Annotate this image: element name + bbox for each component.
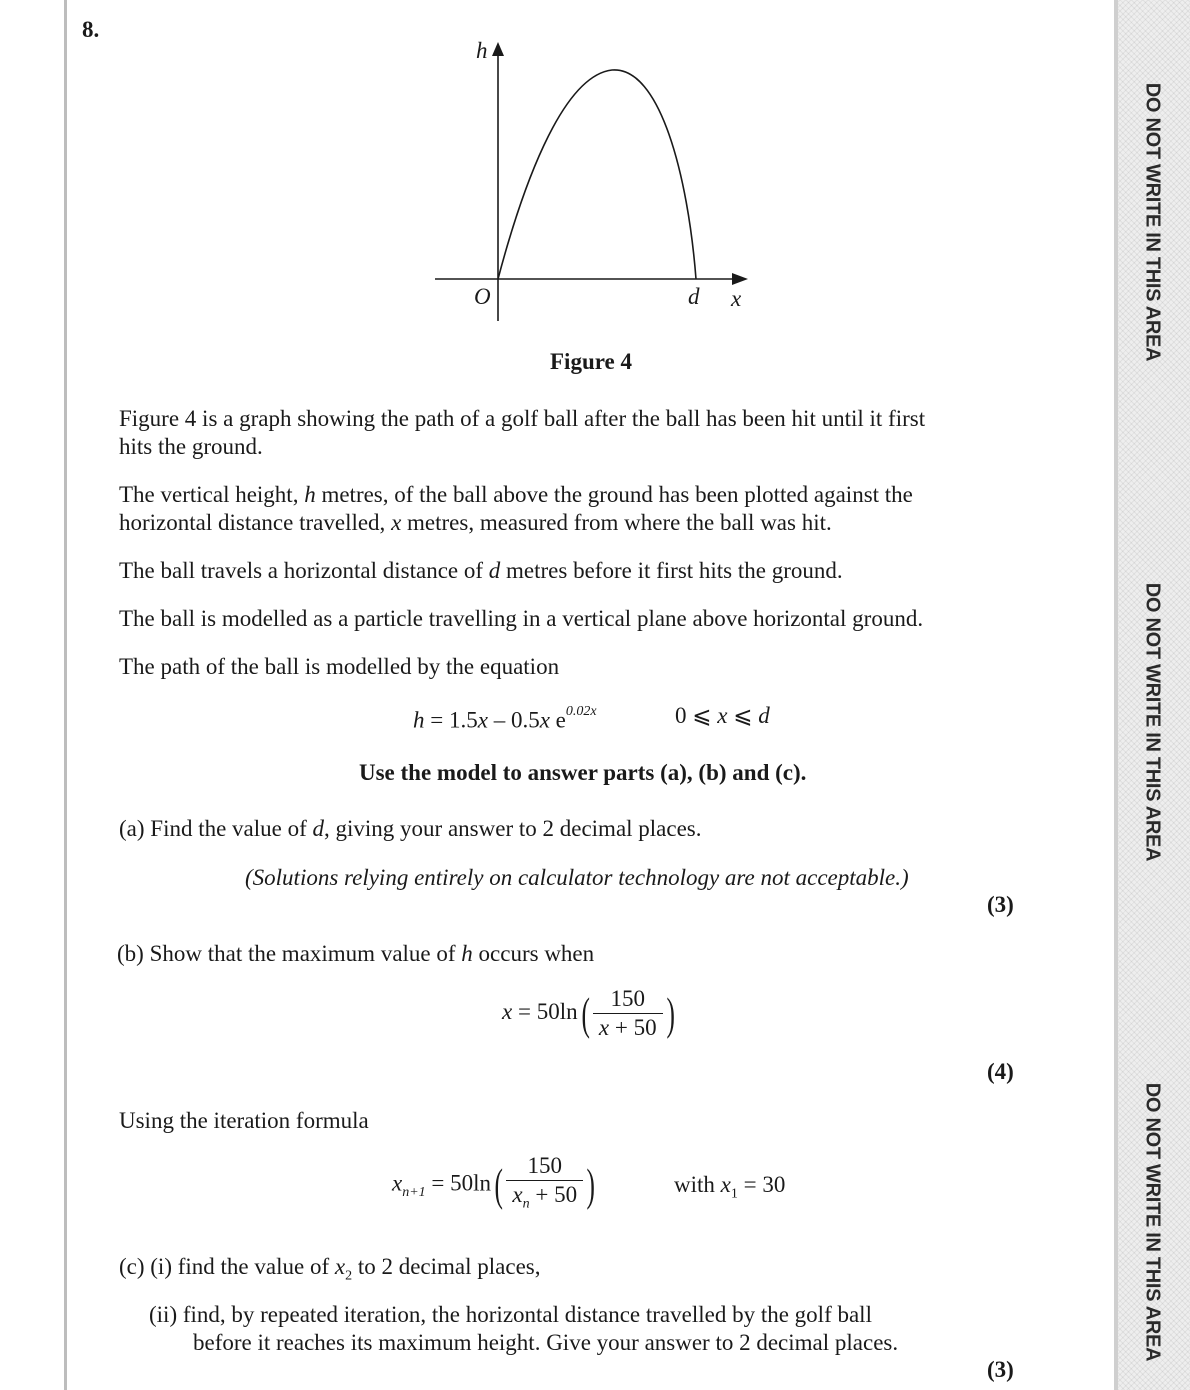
instruction: Use the model to answer parts (a), (b) and (c).	[359, 760, 807, 785]
part-c-marks: (3)	[987, 1357, 1014, 1382]
part-b-equation: x = 50ln( $\frac{150}{x + 50}$ )	[502, 986, 675, 1040]
exponent: 0.02x	[565, 704, 597, 719]
figure-label-d: d	[688, 284, 700, 309]
iteration-intro: Using the iteration formula	[119, 1108, 369, 1133]
intro-paragraph-1: Figure 4 is a graph showing the path of a golf ball after the ball has been hit until it first hits the ground.	[119, 406, 926, 459]
part-c-i: (c) (i) find the value of $x_2$ to 2 decimal places,	[119, 1254, 541, 1284]
figure-caption: Figure 4	[550, 349, 632, 374]
intro-paragraph-3: The ball travels a horizontal distance of d metres before it first hits the ground.	[119, 558, 843, 583]
margin-warning-3: DO NOT WRITE IN THIS AREA	[1141, 1082, 1164, 1362]
margin-warning-1: DO NOT WRITE IN THIS AREA	[1141, 82, 1164, 362]
intro-paragraph-2: The vertical height, h metres, of the ball above the ground has been plotted against the horizontal distance travelled, x metres, measured from where the ball was hit.	[119, 482, 913, 535]
question-number: 8.	[82, 17, 100, 42]
model-equation: h = 1.5x – 0.5x $e^{0.02x}$	[413, 704, 597, 733]
x-axis-arrow	[732, 273, 748, 285]
left-border	[64, 0, 67, 1390]
h-axis-arrow	[492, 42, 504, 56]
figure-label-origin: O	[474, 284, 491, 309]
intro-paragraph-4: The ball is modelled as a particle travelling in a vertical plane above horizontal ground.	[119, 606, 924, 631]
part-b-question: (b) Show that the maximum value of h occurs when	[117, 941, 595, 966]
part-a-question: (a) Find the value of d, giving your answer to 2 decimal places.	[119, 816, 702, 841]
part-c-ii: (ii) find, by repeated iteration, the horizontal distance travelled by the golf ball before it reaches its maximum height. Give your answer to 2 decimal places.	[149, 1302, 899, 1355]
figure-label-h: h	[476, 38, 488, 63]
intro-paragraph-5: The path of the ball is modelled by the equation	[119, 654, 560, 679]
figure-label-x: x	[731, 286, 742, 311]
part-b-marks: (4)	[987, 1059, 1014, 1084]
equation-domain: 0 ⩽ x ⩽ d	[675, 703, 770, 728]
iteration-initial-value: with $x_1 = 30$	[674, 1172, 786, 1202]
margin-warning-2: DO NOT WRITE IN THIS AREA	[1141, 582, 1164, 862]
part-a-note: (Solutions relying entirely on calculator technology are not acceptable.)	[245, 865, 909, 890]
ball-path-curve	[498, 70, 696, 279]
iteration-formula: $x_{n+1} = 50\ln$( $\frac{150}{x_n + 50}$ )	[392, 1152, 598, 1219]
part-a-marks: (3)	[987, 892, 1014, 917]
